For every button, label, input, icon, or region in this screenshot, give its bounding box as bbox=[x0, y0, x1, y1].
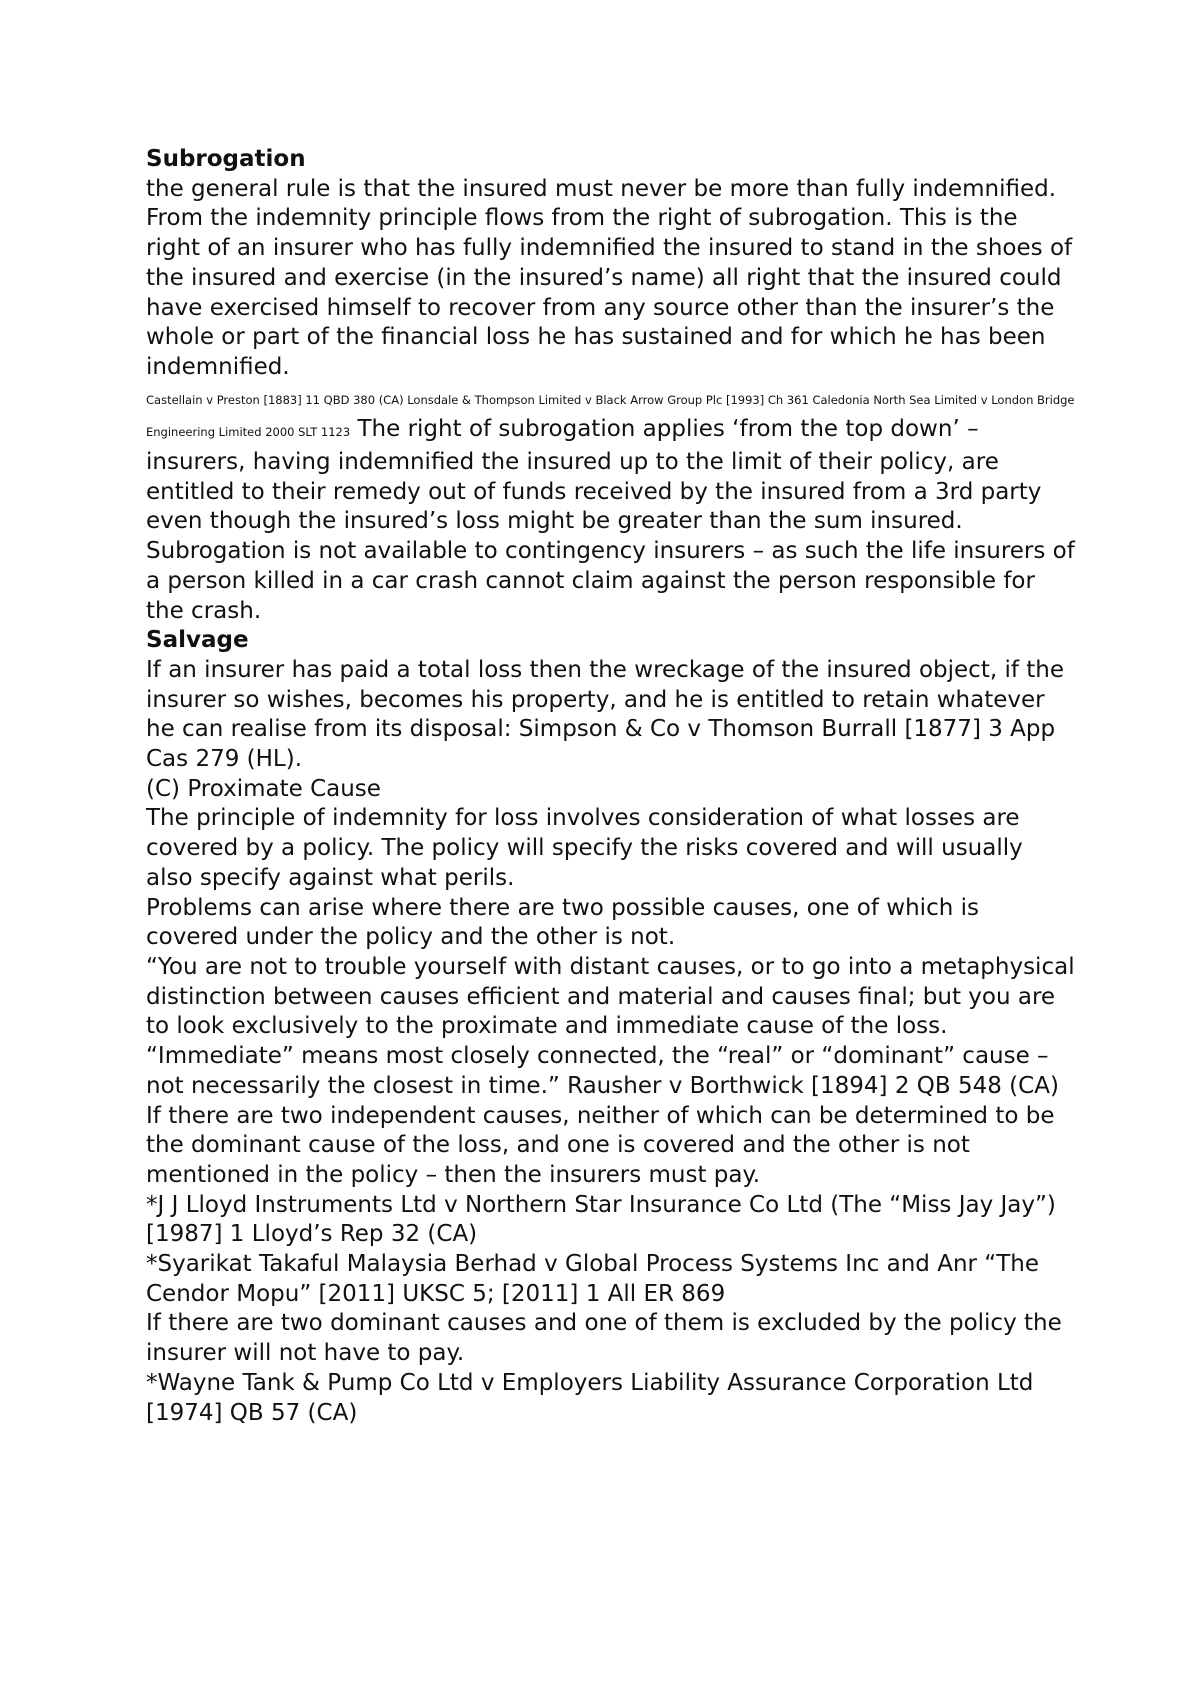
paragraph-cases-and-top-down bbox=[146, 383, 1076, 538]
document-page bbox=[146, 145, 1076, 1428]
paragraph-subrogation-rule: the general rule is that the insured must never be more than fully indemnified. From the indemnity principle flows from the right of subrogation. This is the right of an insurer who has fully indemnified the insured to stand in the shoes of the insured and exercise (in the insured’s name) all right that the insured could have exercised himself to recover from any source other than the insurer’s the whole or part of the financial loss he has sustained and for which he has been indemnified. bbox=[146, 175, 1073, 380]
case-cendor-mopu: *Syarikat Takaful Malaysia Berhad v Global Process Systems Inc and Anr “The Cendor Mopu” [2011] UKSC 5; [2011] 1 All ER 869 bbox=[146, 1251, 1039, 1307]
case-citations-small: Castellain v Preston [1883] 11 QBD 380 (CA) Lonsdale & Thompson Limited v Black Arrow Group Plc [1993] Ch 361 Caledonia North Sea Limited v London Bridge Engineering Limited 2000 SLT 1123 bbox=[146, 392, 1075, 440]
paragraph-dominant-causes-excluded: If there are two dominant causes and one of them is excluded by the policy the insurer will not have to pay. bbox=[146, 1310, 1062, 1367]
paragraph-independent-causes: If there are two independent causes, neither of which can be determined to be the dominant cause of the loss, and one is covered and the other is not mentioned in the policy – then the insurers must pay. bbox=[146, 1102, 1055, 1188]
paragraph-contingency-insurers: Subrogation is not available to contingency insurers – as such the life insurers of a person killed in a car crash cannot claim against the person responsible for the crash. bbox=[146, 538, 1075, 624]
paragraph-indemnity-principle: The principle of indemnity for loss involves consideration of what losses are covered by a policy. The policy will specify the risks covered and will usually also specify against what perils. bbox=[146, 805, 1023, 891]
paragraph-two-causes: Problems can arise where there are two possible causes, one of which is covered under the policy and the other is not. bbox=[146, 894, 979, 951]
case-miss-jay-jay: *J J Lloyd Instruments Ltd v Northern Star Insurance Co Ltd (The “Miss Jay Jay”) [1987] 1 Lloyd’s Rep 32 (CA) bbox=[146, 1191, 1056, 1248]
heading-subrogation: Subrogation bbox=[146, 146, 306, 172]
paragraph-salvage: If an insurer has paid a total loss then the wreckage of the insured object, if the insurer so wishes, becomes his property, and he is entitled to retain whatever he can realise from its disposal: Simpson & Co v Thomson Burrall [1877] 3 App Cas 279 (HL). bbox=[146, 656, 1065, 773]
quote-rausher-v-borthwick: “You are not to trouble yourself with distant causes, or to go into a metaphysical distinction between causes efficient and material and causes final; but you are to look exclusively to the proximate and immediate cause of the loss. “Immediate” means most closely connected, the “real” or “dominant” cause – not necessarily the closest in time.” Rausher v Borthwick [1894] 2 QB 548 (CA) bbox=[146, 953, 1075, 1099]
heading-salvage: Salvage bbox=[146, 627, 249, 654]
paragraph-top-down: The right of subrogation applies ‘from the top down’ – insurers, having indemnified the insured up to the limit of their policy, are entitled to their remedy out of funds received by the insured from a 3rd party even though the insured’s loss might be greater than the sum insured. bbox=[146, 416, 1042, 535]
case-wayne-tank: *Wayne Tank & Pump Co Ltd v Employers Liability Assurance Corporation Ltd [1974] QB 57 (CA) bbox=[146, 1369, 1034, 1426]
heading-proximate-cause: (C) Proximate Cause bbox=[146, 775, 381, 802]
